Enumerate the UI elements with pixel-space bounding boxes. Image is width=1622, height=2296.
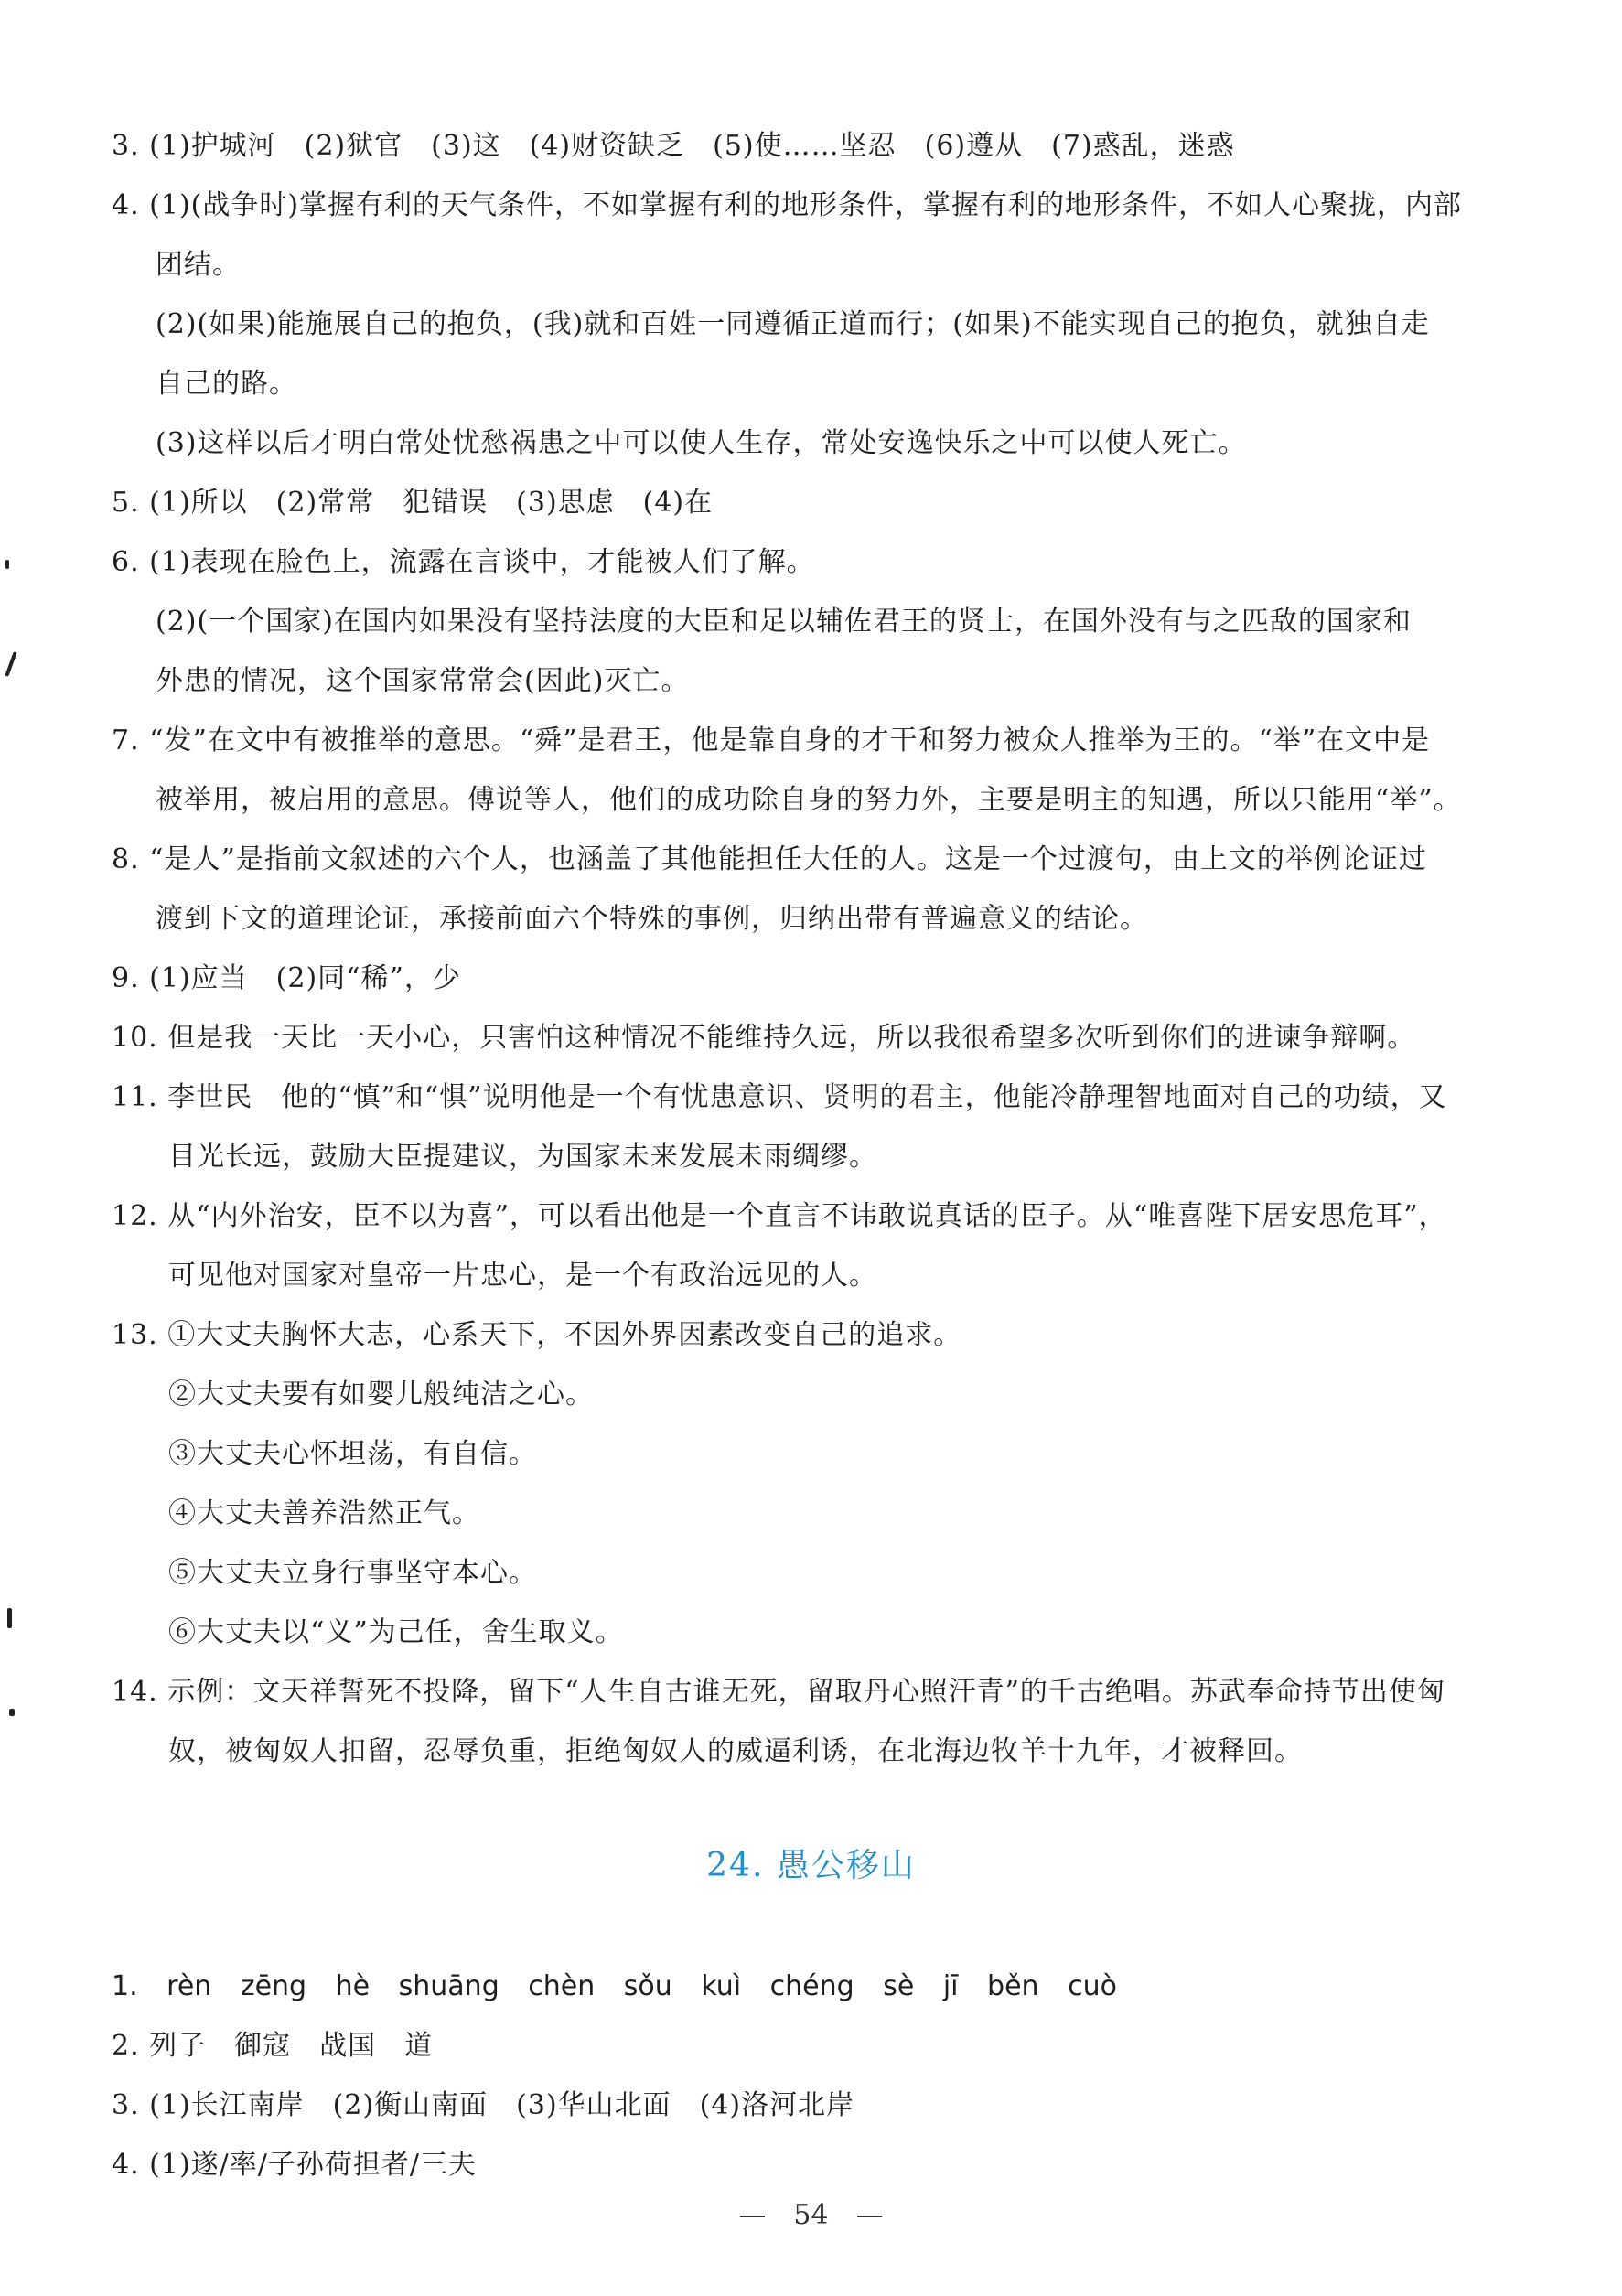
- answer-line: (3)这样以后才明白常处忧愁祸患之中可以使人生存，常处安逸快乐之中可以使人死亡。: [156, 427, 1247, 459]
- answer-line: 自己的路。: [156, 368, 297, 400]
- answer-line: ②大丈夫要有如婴儿般纯洁之心。: [168, 1379, 594, 1411]
- scan-speck: [7, 1608, 12, 1628]
- answer-line: 4. (1)遂/率/子孙荷担者/三夫: [112, 2149, 477, 2181]
- answer-line: 渡到下文的道理论证，承接前面六个特殊的事例，归纳出带有普遍意义的结论。: [156, 903, 1148, 935]
- answer-line: ④大丈夫善养浩然正气。: [168, 1497, 480, 1529]
- answer-line: 4. (1)(战争时)掌握有利的天气条件，不如掌握有利的地形条件，掌握有利的地形条件，不如人心聚拢，内部: [112, 189, 1463, 221]
- answer-line: (2)(一个国家)在国内如果没有坚持法度的大臣和足以辅佐君王的贤士，在国外没有与之匹敌的国家和: [156, 606, 1412, 638]
- answer-line: ③大丈夫心怀坦荡，有自信。: [168, 1438, 537, 1470]
- answer-line: 被举用，被启用的意思。傅说等人，他们的成功除自身的努力外，主要是明主的知遇，所以只能用“举”。: [156, 784, 1462, 816]
- scan-speck: [5, 651, 16, 677]
- pinyin-answer-line: 1. rèn zēng hè shuāng chèn sǒu kuì chéng sè jī běn cuò: [112, 1970, 1117, 2002]
- scan-speck: [5, 560, 9, 569]
- answer-line: 3. (1)护城河 (2)狱官 (3)这 (4)财资缺乏 (5)使……坚忍 (6)遵从 (7)惑乱，迷惑: [112, 130, 1235, 162]
- answer-line: 6. (1)表现在脸色上，流露在言谈中，才能被人们了解。: [112, 546, 815, 578]
- answer-line: 10. 但是我一天比一天小心，只害怕这种情况不能维持久远，所以我很希望多次听到你们的进谏争辩啊。: [112, 1022, 1416, 1054]
- answer-line: 外患的情况，这个国家常常会(因此)灭亡。: [156, 665, 690, 697]
- answer-line: 8. “是人”是指前文叙述的六个人，也涵盖了其他能担任大任的人。这是一个过渡句，由上文的举例论证过: [112, 843, 1427, 875]
- answer-line: 奴，被匈奴人扣留，忍辱负重，拒绝匈奴人的威逼利诱，在北海边牧羊十九年，才被释回。: [168, 1735, 1303, 1767]
- answer-line: ⑥大丈夫以“义”为己任，舍生取义。: [168, 1616, 624, 1648]
- answer-line: 12. 从“内外治安，臣不以为喜”，可以看出他是一个直言不讳敢说真话的臣子。从“唯喜陛下居安思危耳”，: [112, 1200, 1447, 1232]
- answer-line: 3. (1)长江南岸 (2)衡山南面 (3)华山北面 (4)洛河北岸: [112, 2089, 855, 2121]
- answer-line: 13. ①大丈夫胸怀大志，心系天下，不因外界因素改变自己的追求。: [112, 1319, 962, 1351]
- answer-line: 目光长远，鼓励大臣提建议，为国家未来发展未雨绸缪。: [168, 1141, 877, 1173]
- answer-line: 7. “发”在文中有被推举的意思。“舜”是君王，他是靠自身的才干和努力被众人推举为王的。“举”在文中是: [112, 724, 1431, 756]
- answer-line: 11. 李世民 他的“慎”和“惧”说明他是一个有忧患意识、贤明的君主，他能冷静理智地面对自己的功绩，又: [112, 1081, 1447, 1113]
- answer-line: ⑤大丈夫立身行事坚守本心。: [168, 1557, 537, 1589]
- scan-speck: [9, 1709, 15, 1716]
- answer-line: 9. (1)应当 (2)同“稀”，少: [112, 962, 461, 994]
- answer-line: 可见他对国家对皇帝一片忠心，是一个有政治远见的人。: [168, 1260, 877, 1292]
- page-number: — 54 —: [738, 2199, 884, 2231]
- answer-line: 团结。: [156, 249, 241, 281]
- answer-line: (2)(如果)能施展自己的抱负，(我)就和百姓一同遵循正道而行；(如果)不能实现自己的抱负，就独自走: [156, 308, 1430, 340]
- answer-line: 14. 示例：文天祥誓死不投降，留下“人生自古谁无死，留取丹心照汗青”的千古绝唱。苏武奉命持节出使匈: [112, 1676, 1445, 1708]
- answer-line: 5. (1)所以 (2)常常 犯错误 (3)思虑 (4)在: [112, 487, 714, 519]
- section-title: 24. 愚公移山: [706, 1847, 916, 1884]
- answer-line: 2. 列子 御寇 战国 道: [112, 2030, 434, 2062]
